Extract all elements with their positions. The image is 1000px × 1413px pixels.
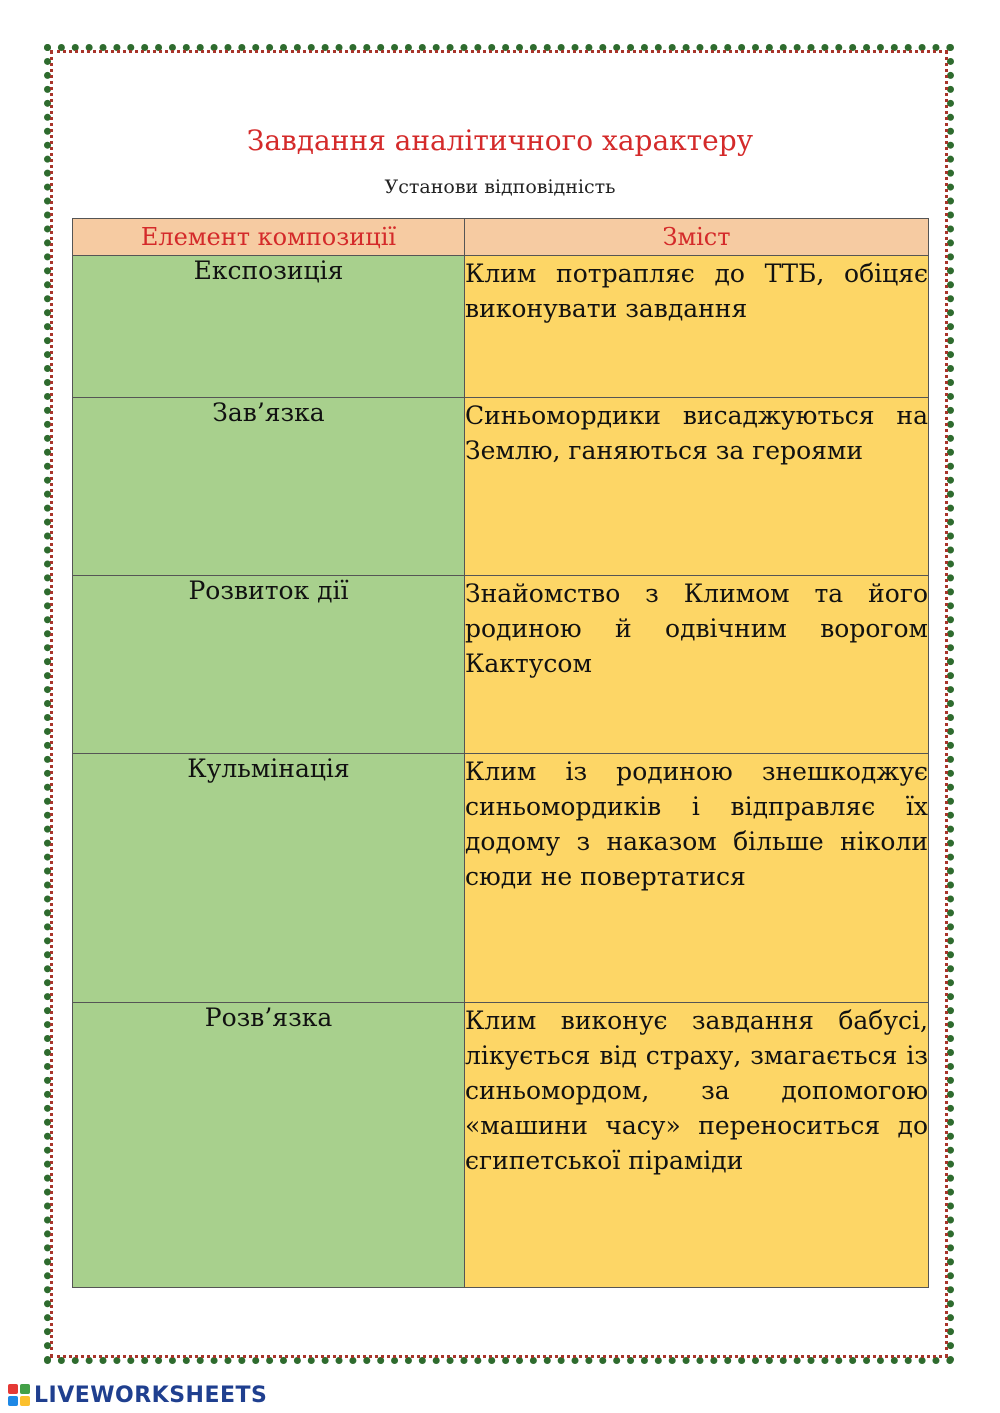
logo-icon [8,1384,30,1406]
matching-table [72,218,929,1288]
element-cell: Кульмінація [73,754,465,1003]
content-cell: Синьомордики висаджуються на Землю, ганяються за героями [465,398,929,576]
table-header-row [73,219,929,256]
element-cell: Розв’язка [73,1003,465,1288]
content-cell: Клим виконує завдання бабусі, лікується від страху, змагається із синьомордом, за допомогою «машини часу» переноситься до єгипетської піраміди [465,1003,929,1288]
content-cell: Знайомство з Климом та його родиною й одвічним ворогом Кактусом [465,576,929,754]
table-row [73,1003,929,1288]
element-cell: Експозиція [73,256,465,398]
content-cell: Клим із родиною знешкоджує синьомордиків і відправляє їх додому з наказом більше ніколи сюди не повертатися [465,754,929,1003]
column-header-element: Елемент композиції [73,219,465,256]
liveworksheets-logo[interactable] [8,1382,267,1408]
table-row [73,398,929,576]
element-cell: Розвиток дії [73,576,465,754]
element-cell: Зав’язка [73,398,465,576]
table-row [73,256,929,398]
content-cell: Клим потрапляє до ТТБ, обіцяє виконувати завдання [465,256,929,398]
table-row [73,754,929,1003]
column-header-content: Зміст [465,219,929,256]
page-subtitle: Установи відповідність [384,176,616,198]
page-title: Завдання аналітичного характеру [246,124,754,157]
logo-text: LIVEWORKSHEETS [34,1382,268,1408]
table-row [73,576,929,754]
